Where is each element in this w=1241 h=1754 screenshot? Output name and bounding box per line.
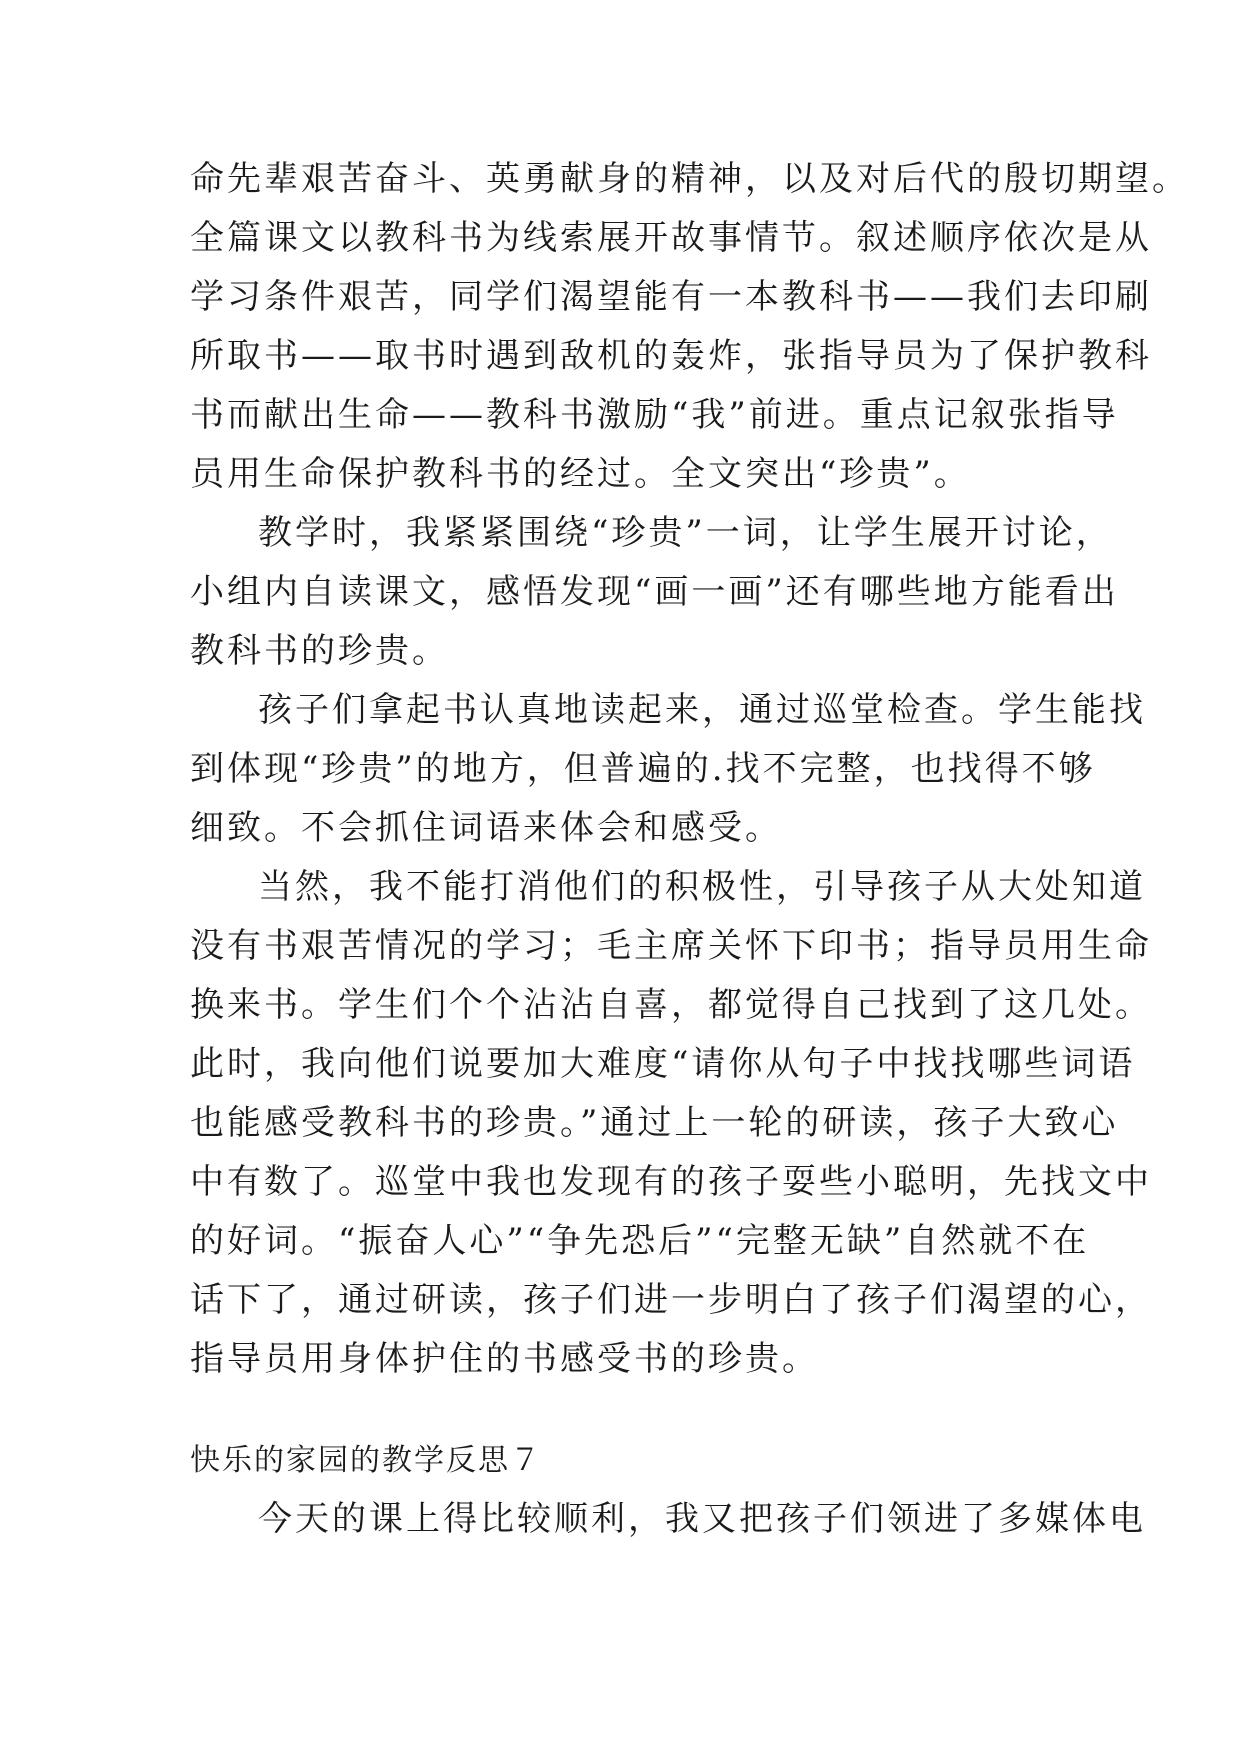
text-line: 没有书艰苦情况的学习；毛主席关怀下印书；指导员用生命: [190, 926, 1152, 966]
text-line: 书而献出生命——教科书激励“我”前进。重点记叙张指导: [190, 395, 1119, 435]
paragraph-1: [190, 150, 1189, 504]
section-heading: 快乐的家园的教学反思７: [190, 1443, 542, 1478]
document-body: [190, 150, 1189, 1549]
text-line: 学习条件艰苦，同学们渴望能有一本教科书——我们去印刷: [190, 277, 1152, 317]
text-line: 当然，我不能打消他们的积极性，引导孩子从大处知道: [258, 867, 1146, 907]
text-line: 此时，我向他们说要加大难度“请你从句子中找找哪些词语: [190, 1044, 1136, 1084]
paragraph-2: [190, 504, 1119, 681]
text-line: 教学时，我紧紧围绕“珍贵”一词，让学生展开讨论，: [258, 513, 1113, 553]
text-line: 所取书——取书时遇到敌机的轰炸，张指导员为了保护教科: [190, 336, 1152, 376]
text-line: 小组内自读课文，感悟发现“画一画”还有哪些地方能看出: [190, 572, 1119, 612]
text-line: 全篇课文以教科书为线索展开故事情节。叙述顺序依次是从: [190, 218, 1152, 258]
text-line: 孩子们拿起书认真地读起来，通过巡堂检查。学生能找: [258, 690, 1146, 730]
text-line: 命先辈艰苦奋斗、英勇献身的精神，以及对后代的殷切期望。: [190, 159, 1189, 199]
paragraph-4: [190, 858, 1152, 1389]
text-line: 到体现“珍贵”的地方，但普遍的.找不完整，也找得不够: [190, 749, 1096, 789]
text-line: 也能感受教科书的珍贵。”通过上一轮的研读，孩子大致心: [190, 1103, 1119, 1143]
text-line: 的好词。“振奋人心”“争先恐后”“完整无缺”自然就不在: [190, 1221, 1090, 1261]
paragraph-5: [190, 1490, 1146, 1549]
text-line: 细致。不会抓住词语来体会和感受。: [190, 808, 782, 848]
paragraph-3: [190, 681, 1146, 858]
text-line: 教科书的珍贵。: [190, 631, 449, 671]
text-line: 话下了，通过研读，孩子们进一步明白了孩子们渴望的心，: [190, 1280, 1152, 1320]
text-line: 换来书。学生们个个沾沾自喜，都觉得自己找到了这几处。: [190, 985, 1152, 1025]
text-line: 指导员用身体护住的书感受书的珍贵。: [190, 1339, 819, 1379]
text-line: 员用生命保护教科书的经过。全文突出“珍贵”。: [190, 454, 971, 494]
text-line: 今天的课上得比较顺利，我又把孩子们领进了多媒体电: [258, 1499, 1146, 1539]
text-line: 中有数了。巡堂中我也发现有的孩子耍些小聪明，先找文中: [190, 1162, 1152, 1202]
